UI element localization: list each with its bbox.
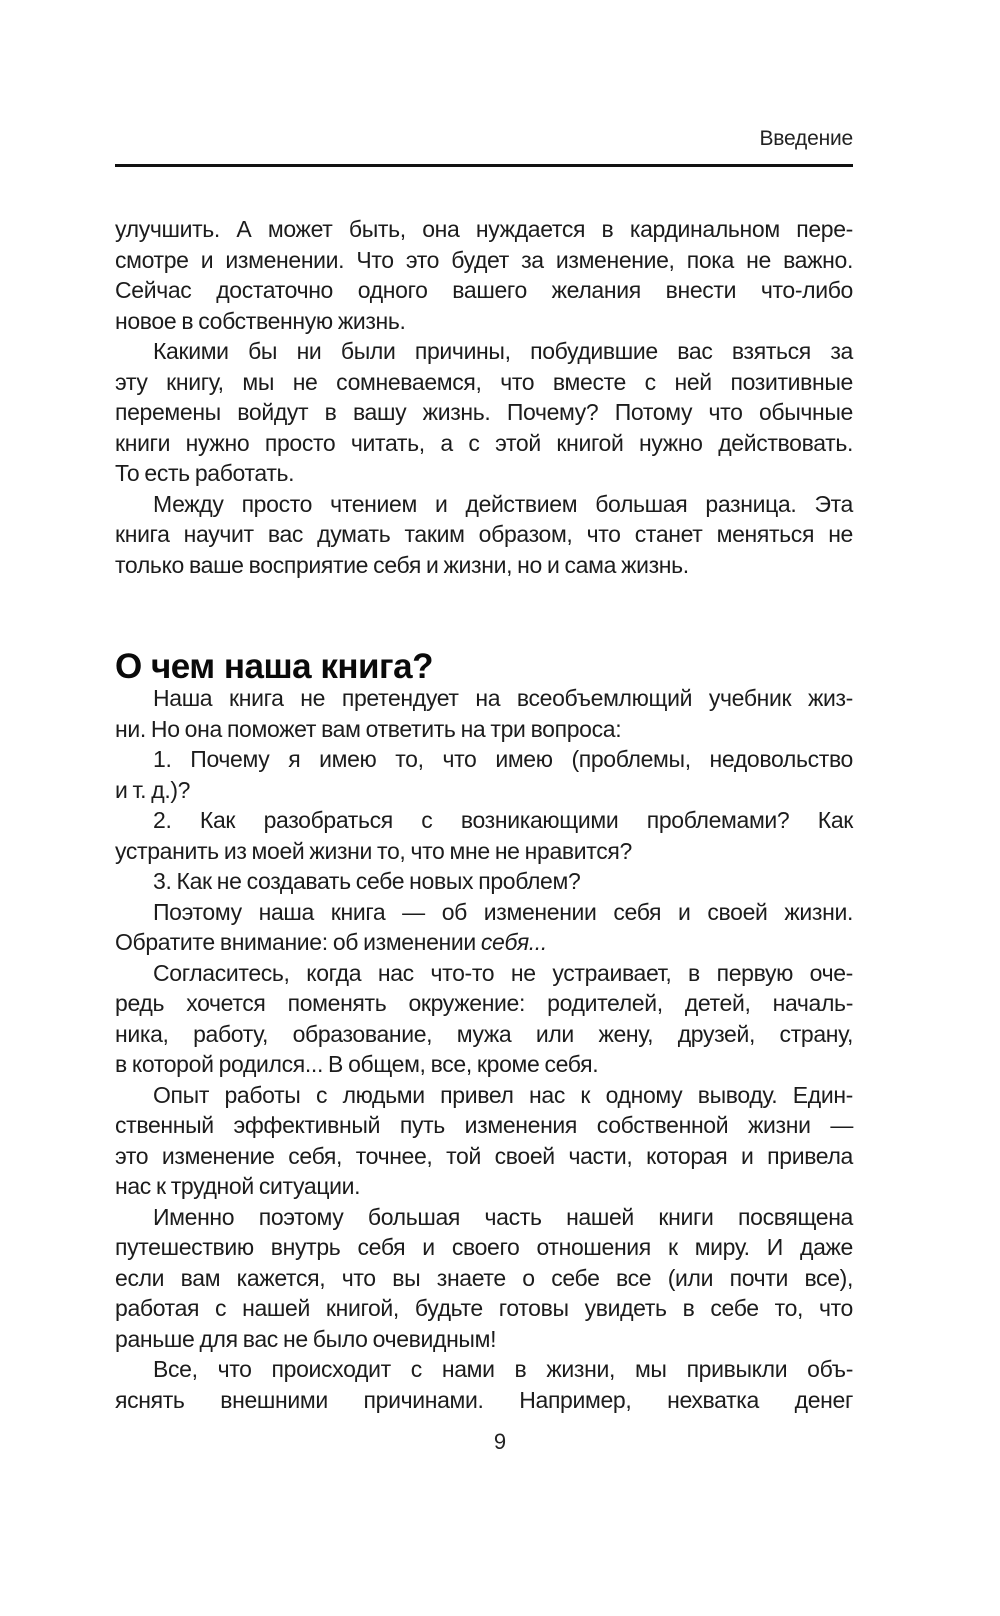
text-line: раньше для вас не было очевидным!	[115, 1325, 497, 1352]
list-item-3: 3. Как не создавать себе новых проблем?	[153, 868, 581, 894]
section-heading: О чем наша книга?	[115, 647, 433, 686]
text-line: если вам кажется, что вы знаете о себе все (или почти все),	[115, 1264, 853, 1291]
text-line: ника, работу, образование, мужа или жену, друзей, страну,	[115, 1020, 853, 1047]
paragraph-start-line: Именно поэтому большая часть нашей книги посвящена	[153, 1203, 853, 1230]
paragraph-start-line: Наша книга не претендует на всеобъемлющий учебник жиз-	[153, 685, 853, 711]
paragraph-start-line: Между просто чтением и действием большая разница. Эта	[153, 490, 853, 517]
paragraph-start-line: Опыт работы с людьми привел нас к одному выводу. Един-	[153, 1081, 853, 1108]
running-head: Введение	[759, 127, 853, 150]
paragraph-start-line: Согласитесь, когда нас что-то не устраивает, в первую оче-	[153, 959, 853, 986]
text-line: яснять внешними причинами. Например, нехватка денег	[115, 1386, 853, 1413]
text-line: в которой родился... В общем, все, кроме себя.	[115, 1051, 599, 1077]
text-line: перемены войдут в вашу жизнь. Почему? Потому что обычные	[115, 399, 853, 425]
text-run: Обратите внимание: об изменении	[115, 929, 481, 955]
section-text	[115, 683, 853, 1415]
header-rule	[115, 164, 853, 167]
text-line: Сейчас достаточно одного вашего желания внести что-либо	[115, 277, 853, 303]
text-line: книга научит вас думать таким образом, что станет меняться не	[115, 521, 853, 547]
paragraph-start-line: Все, что происходит с нами в жизни, мы привыкли объ-	[153, 1356, 853, 1382]
text-line: улучшить. А может быть, она нуждается в кардинальном пере-	[115, 216, 853, 242]
text-line: только ваше восприятие себя и жизни, но и сама жизнь.	[115, 551, 689, 578]
paragraph-start-line: Поэтому наша книга — об изменении себя и своей жизни.	[153, 898, 853, 925]
text-line: нас к трудной ситуации.	[115, 1173, 361, 1199]
text-line: эту книгу, мы не сомневаемся, что вместе с ней позитивные	[115, 368, 853, 395]
text-line: ни. Но она поможет вам ответить на три вопроса:	[115, 715, 622, 742]
text-line: устранить из моей жизни то, что мне не нравится?	[115, 837, 632, 864]
text-line: смотре и изменении. Что это будет за изменение, пока не важно.	[115, 246, 853, 273]
text-line: ственный эффективный путь изменения собственной жизни —	[115, 1112, 853, 1138]
text-line-with-emphasis	[115, 927, 853, 958]
text-line: и т. д.)?	[115, 776, 191, 803]
text-line: это изменение себя, точнее, той своей части, которая и привела	[115, 1142, 853, 1169]
text-line: То есть работать.	[115, 460, 295, 486]
text-line: работая с нашей книгой, будьте готовы увидеть в себе то, что	[115, 1295, 853, 1321]
page-number: 9	[493, 1429, 507, 1454]
text-line: путешествию внутрь себя и своего отношения к миру. И даже	[115, 1234, 853, 1260]
text-line: новое в собственную жизнь.	[115, 307, 406, 334]
emphasized-word: себя...	[480, 929, 547, 955]
intro-text	[115, 214, 853, 580]
paragraph-start-line: Какими бы ни были причины, побудившие вас взяться за	[153, 338, 853, 364]
text-line: редь хочется поменять окружение: родителей, детей, началь-	[115, 990, 853, 1016]
list-item-2: 2. Как разобраться с возникающими проблемами? Как	[153, 807, 853, 833]
list-item-1: 1. Почему я имею то, что имею (проблемы, недовольство	[153, 746, 853, 772]
text-line: книги нужно просто читать, а с этой книгой нужно действовать.	[115, 429, 853, 456]
